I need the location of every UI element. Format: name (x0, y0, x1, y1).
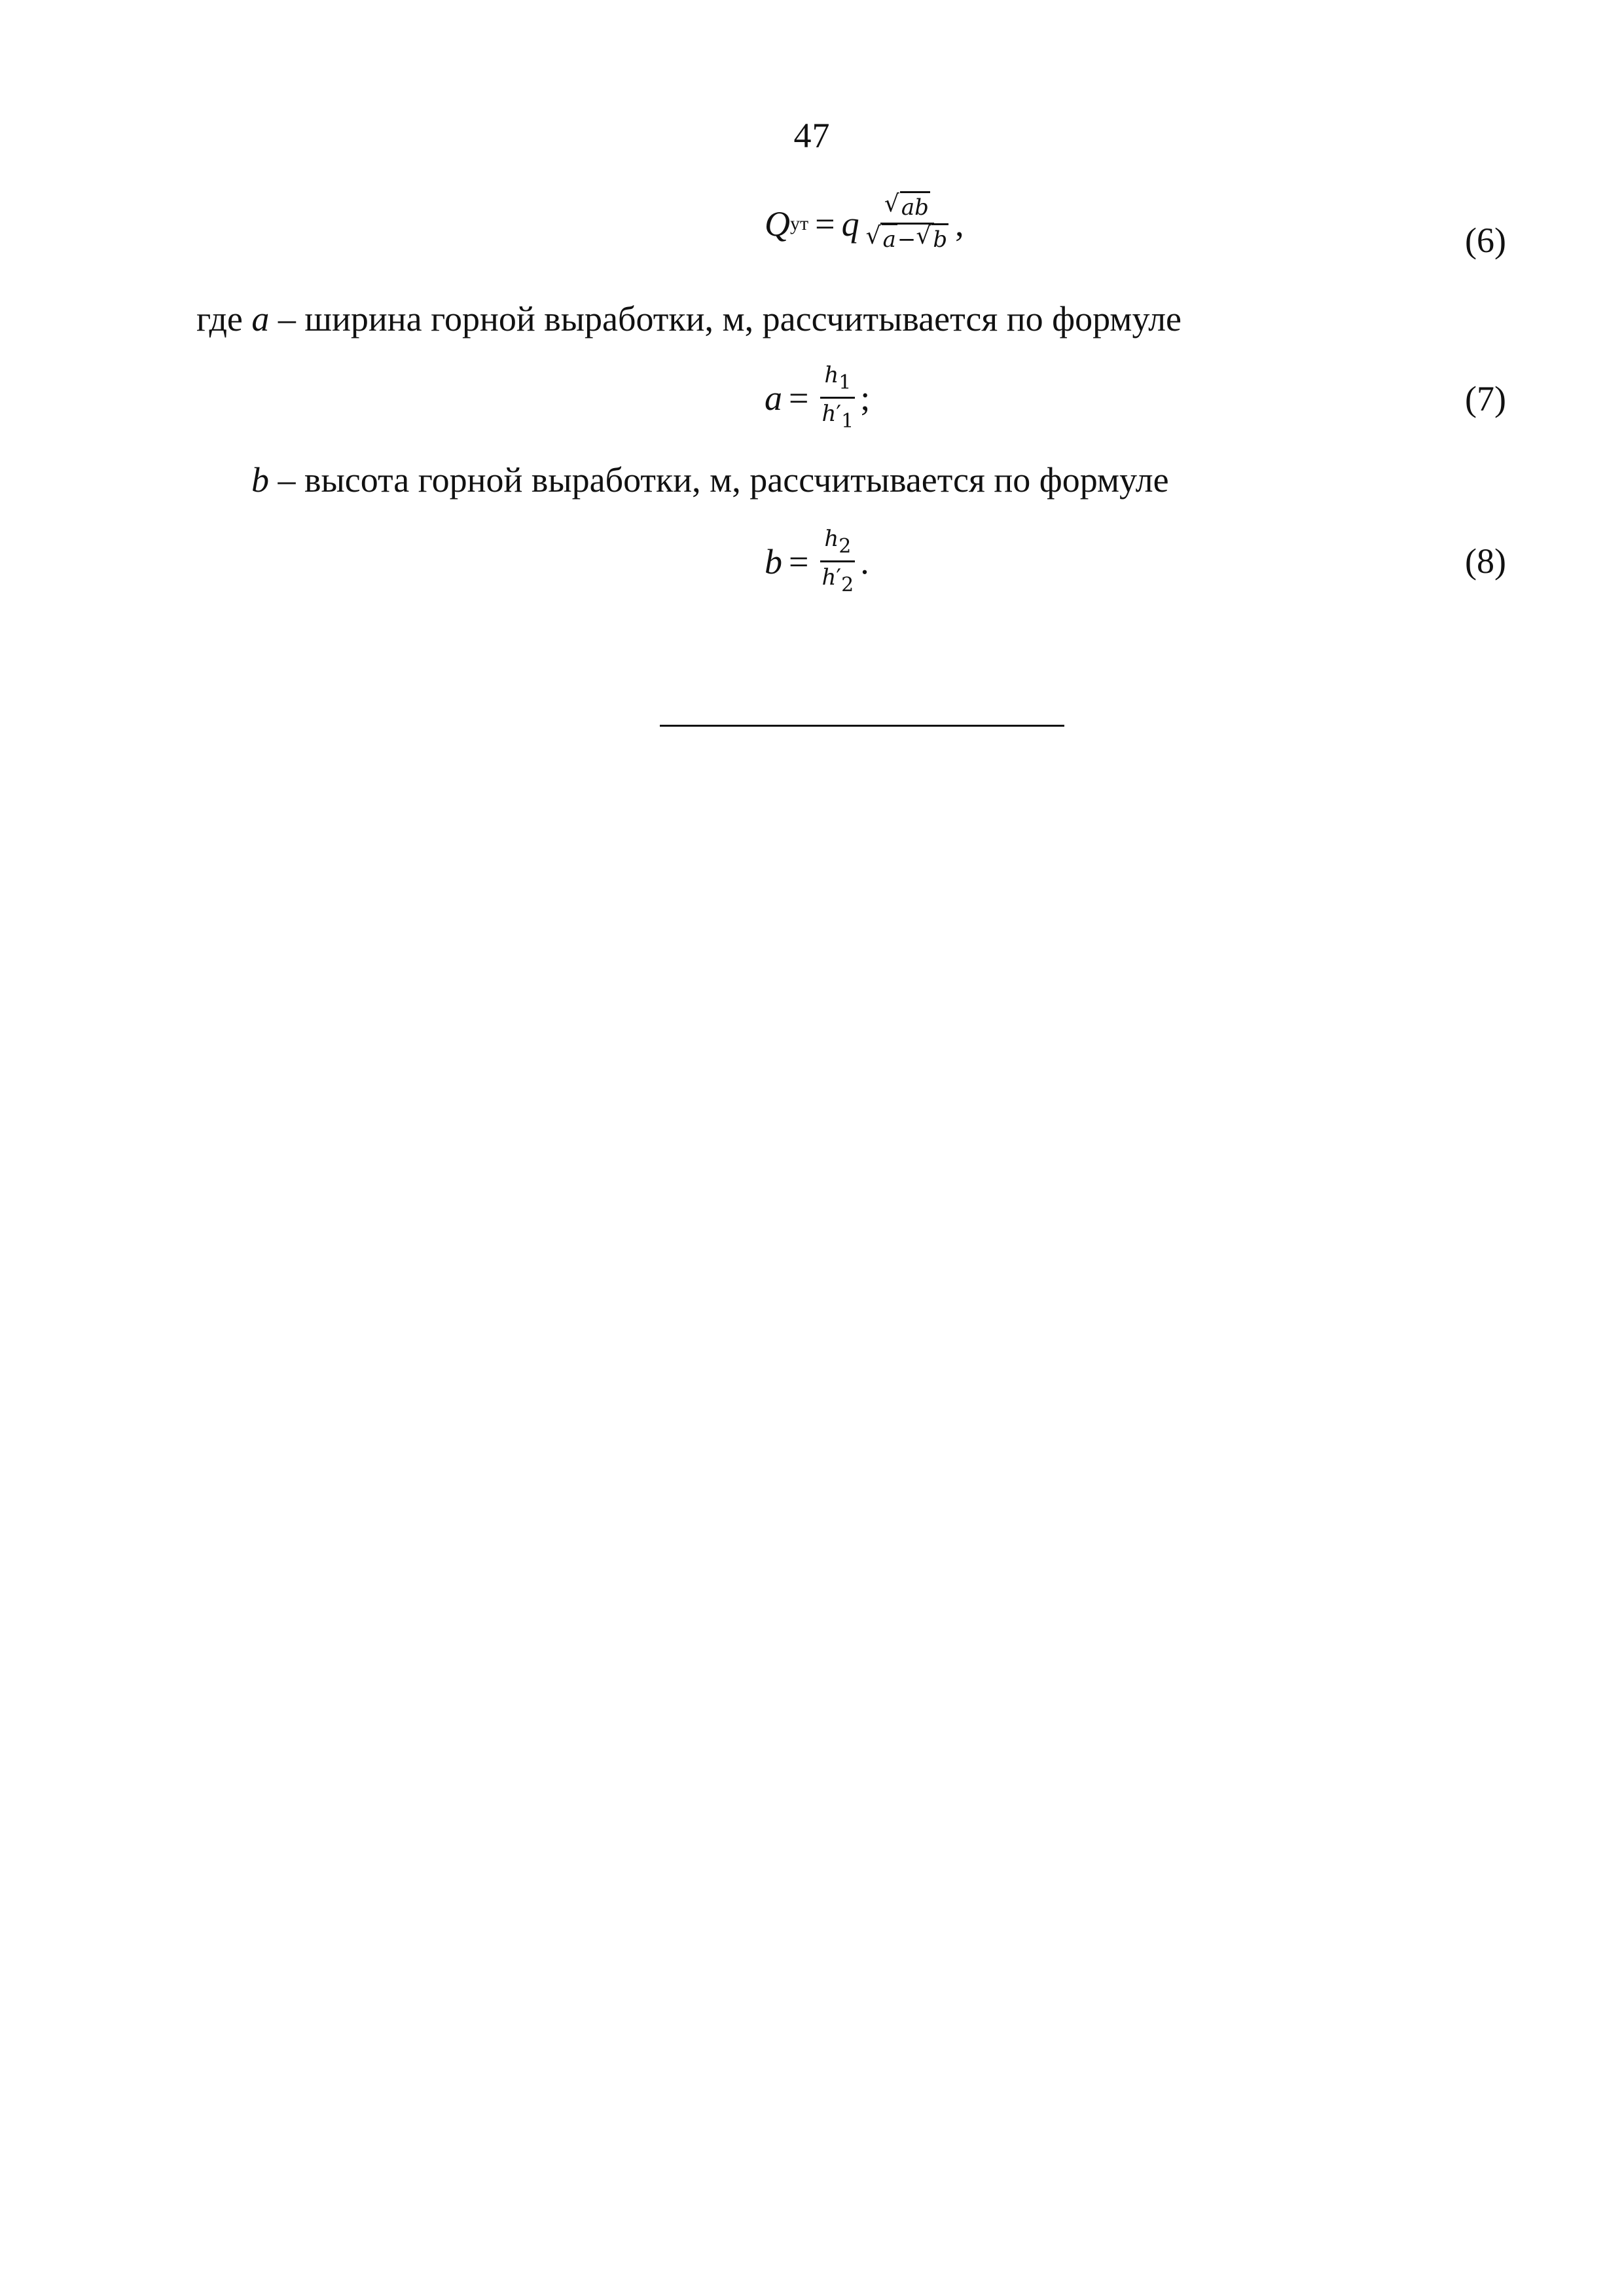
text-line-2 (251, 460, 1169, 500)
formula-8-equals: = (789, 541, 809, 581)
formula-8-fraction (818, 528, 857, 595)
formula-7-lhs: a (765, 378, 782, 418)
formula-6-number: (6) (1465, 221, 1506, 260)
formula-7-equals: = (789, 378, 809, 418)
formula-6-equals: = (815, 204, 835, 244)
formula-7-number: (7) (1465, 379, 1506, 418)
formula-8-denominator: h′2 (821, 564, 854, 596)
text-line-2-rest: – высота горной выработки, м, рассчитывается по формуле (269, 460, 1169, 500)
formula-8-numerator: h2 (820, 528, 855, 562)
formula-7-fraction (818, 364, 857, 431)
page-number: 47 (793, 116, 831, 155)
text-line-1-prefix: где (196, 299, 252, 338)
formula-6-numerator-radicand: ab (900, 191, 930, 221)
formula-8-number: (8) (1465, 541, 1506, 581)
formula-6-lhs: Q (765, 204, 790, 244)
formula-6-den-radicand-a: a (882, 223, 897, 253)
formula-6-numerator (880, 196, 934, 225)
formula-6-lhs-subscript: ут (790, 212, 809, 234)
end-rule (660, 725, 1064, 727)
formula-6-den-radicand-b: b (931, 223, 948, 253)
formula-6-den-minus: − (897, 227, 916, 253)
formula-6 (765, 196, 964, 251)
text-line-2-variable: b (251, 460, 269, 500)
formula-6-factor: q (841, 204, 859, 244)
formula-7 (765, 364, 870, 431)
formula-6-punct: , (955, 204, 964, 244)
text-line-1-variable: a (251, 299, 270, 338)
formula-7-denominator: h′1 (821, 401, 854, 433)
formula-8-punct: . (860, 541, 869, 581)
formula-6-denominator (862, 225, 953, 251)
text-line-1 (196, 299, 1182, 339)
formula-7-punct: ; (860, 378, 871, 418)
text-line-1-rest: – ширина горной выработки, м, рассчитывается по формуле (269, 299, 1182, 338)
formula-6-fraction (862, 196, 953, 251)
formula-7-numerator: h1 (820, 364, 855, 399)
formula-8-lhs: b (765, 541, 782, 581)
formula-8 (765, 528, 869, 595)
